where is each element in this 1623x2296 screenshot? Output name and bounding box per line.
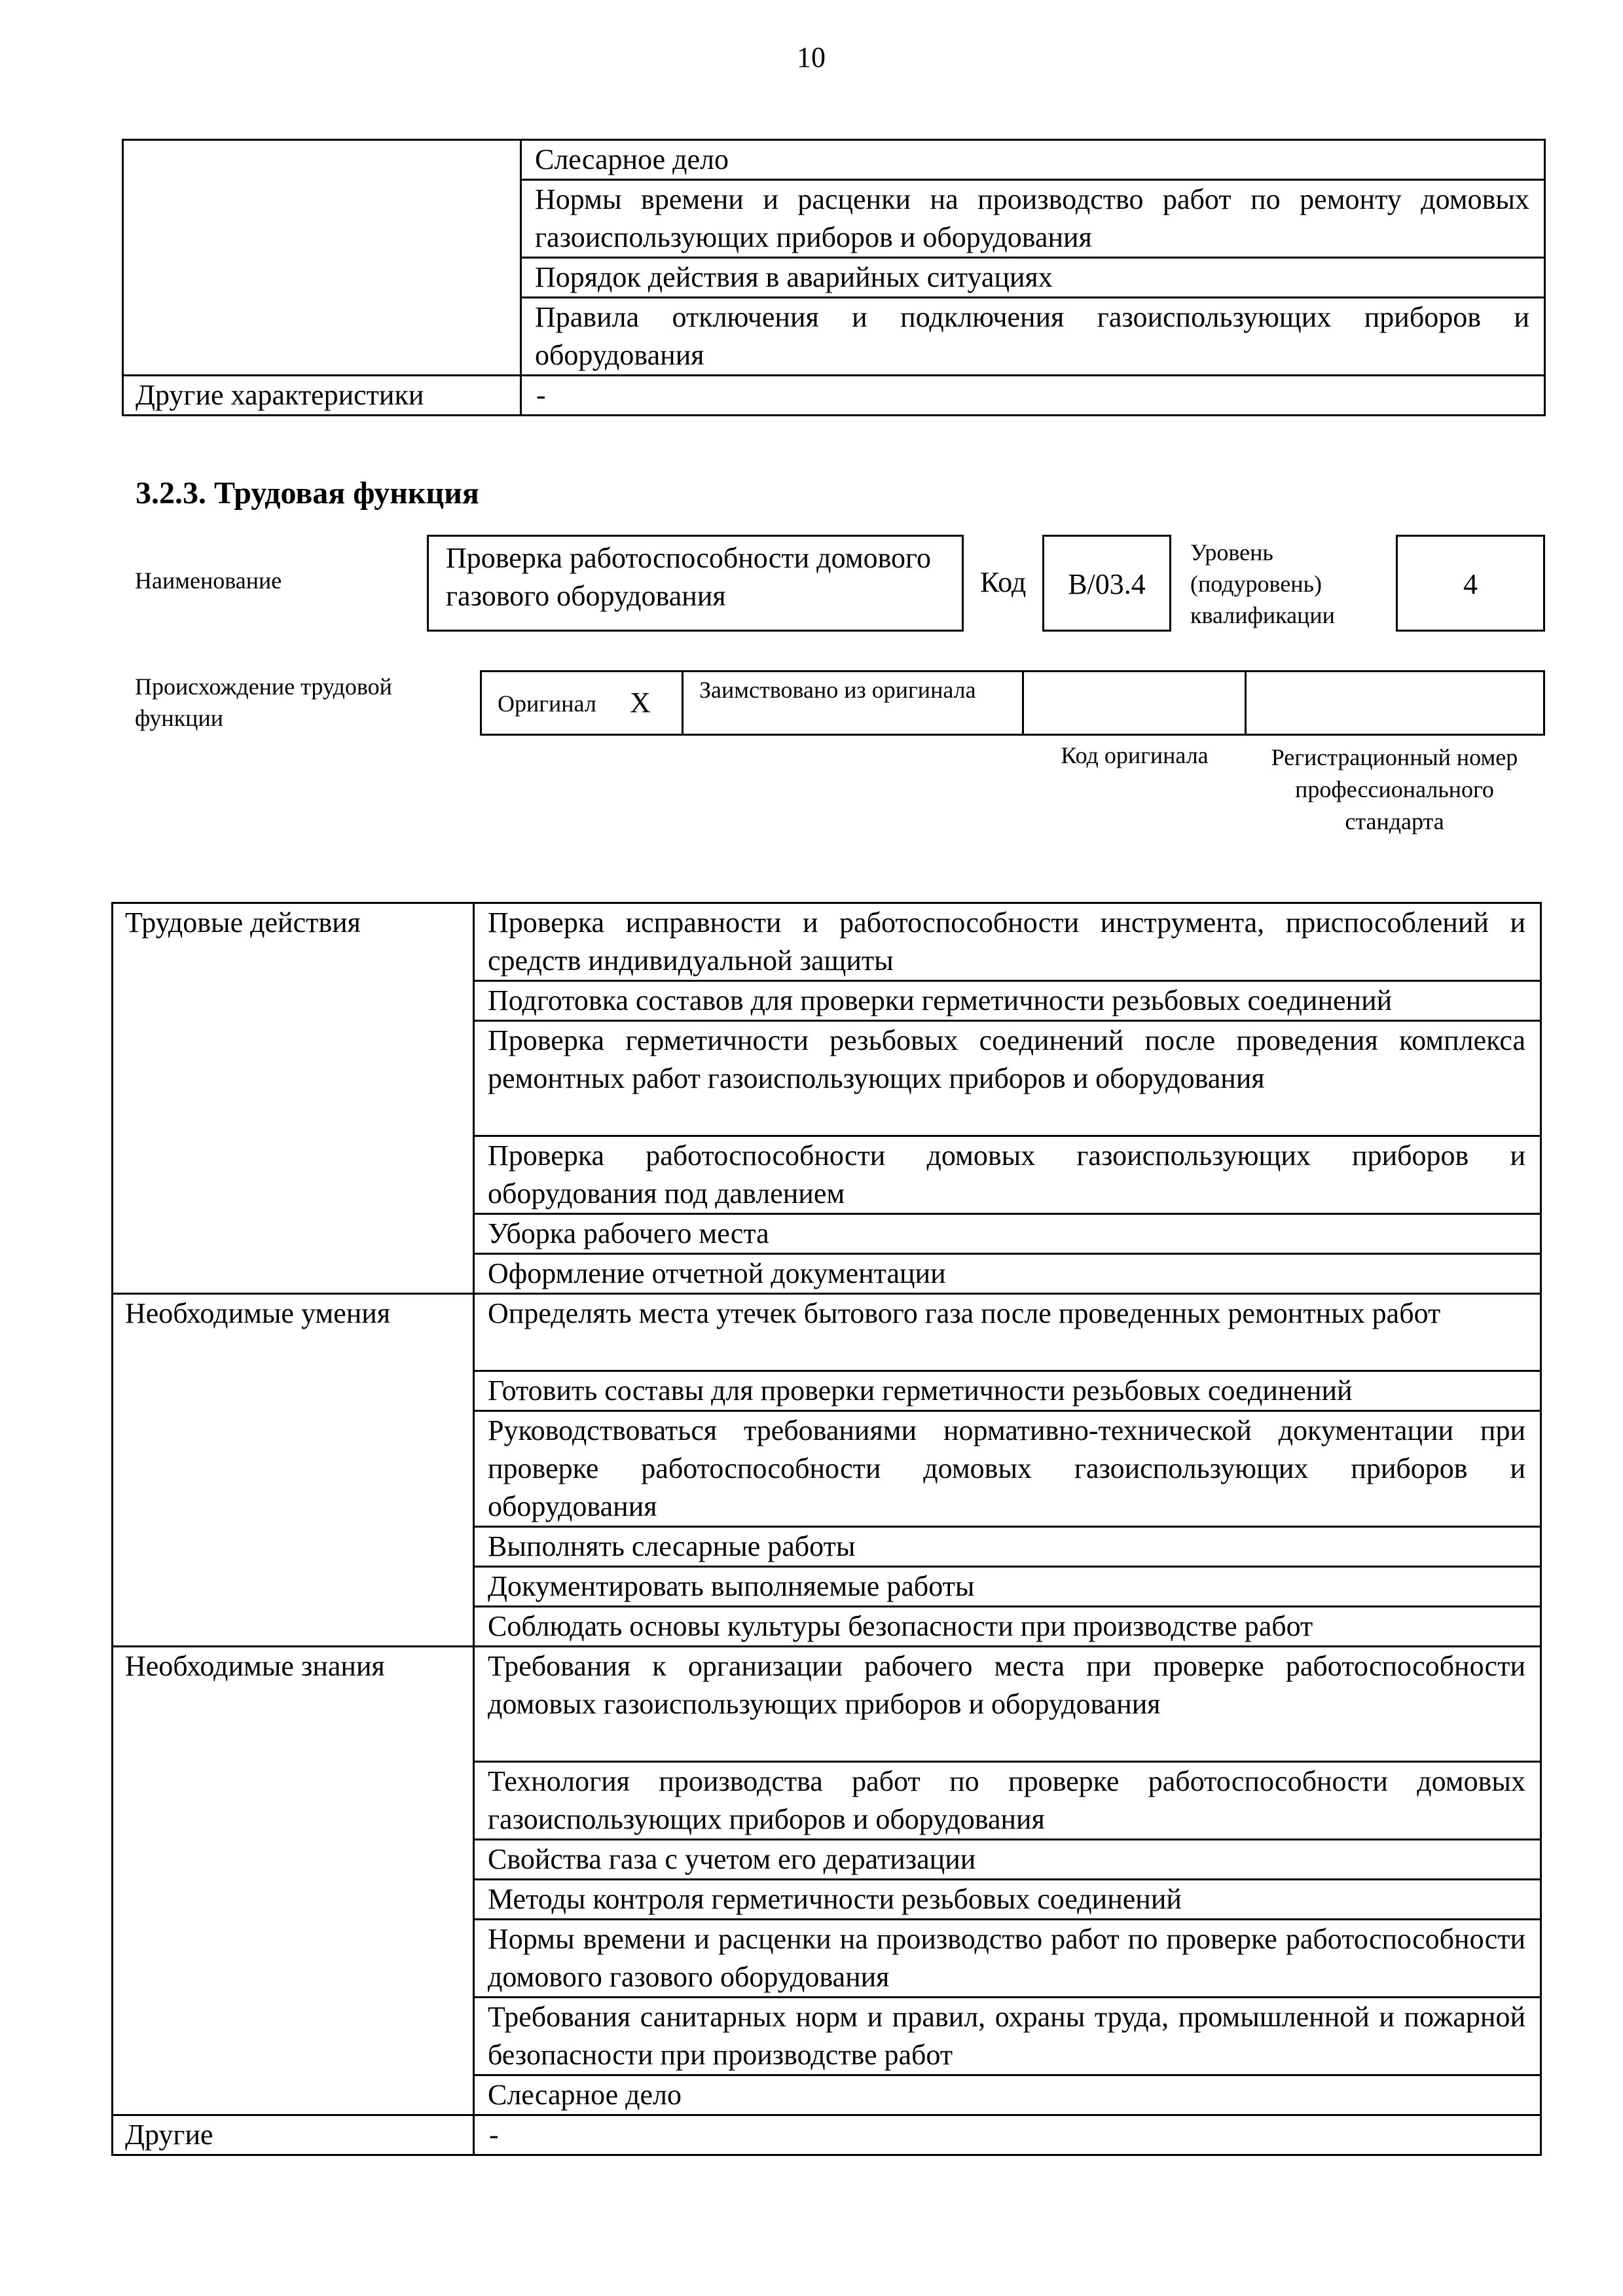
page-number: 10 <box>797 41 826 73</box>
knowledge-item: Технология производства работ по проверке работоспособности домовых газоиспользующих приборов и оборудования <box>474 1762 1541 1840</box>
section-title: 3.2.3. Трудовая функция <box>136 476 479 511</box>
knowledge-label-cell: Необходимые знания <box>113 1647 474 2115</box>
top-table-label-cell <box>123 140 521 376</box>
skills-label-cell: Необходимые умения <box>113 1294 474 1647</box>
top-table-row: Порядок действия в аварийных ситуациях <box>521 258 1545 298</box>
other-value-cell: - <box>474 2115 1541 2155</box>
skill-item: Выполнять слесарные работы <box>474 1527 1541 1567</box>
knowledge-item: Требования санитарных норм и правил, охраны труда, промышленной и пожарной безопасности при производстве работ <box>474 1998 1541 2075</box>
actions-label-cell: Трудовые действия <box>113 903 474 1294</box>
name-label: Наименование <box>135 567 282 594</box>
level-label: Уровень (подуровень) квалификации <box>1190 539 1335 628</box>
action-item: Проверка герметичности резьбовых соединений после проведения комплекса ремонтных работ газоиспользующих приборов и оборудования <box>474 1021 1541 1136</box>
top-table <box>122 139 1546 416</box>
knowledge-item: Нормы времени и расценки на производство работ по проверке работоспособности домового газового оборудования <box>474 1920 1541 1998</box>
code-original-caption: Код оригинала <box>1061 742 1209 768</box>
action-item: Проверка исправности и работоспособности инструмента, приспособлений и средств индивидуальной защиты <box>474 903 1541 981</box>
action-item: Оформление отчетной документации <box>474 1254 1541 1294</box>
action-item: Проверка работоспособности домовых газоиспользующих приборов и оборудования под давлением <box>474 1136 1541 1214</box>
knowledge-item: Методы контроля герметичности резьбовых соединений <box>474 1880 1541 1920</box>
original-label: Оригинал <box>498 691 596 717</box>
knowledge-item: Требования к организации рабочего места при проверке работоспособности домовых газоиспользующих приборов и оборудования <box>474 1647 1541 1762</box>
other-label-cell: Другие <box>113 2115 474 2155</box>
code-label: Код <box>980 566 1027 598</box>
action-item: Подготовка составов для проверки герметичности резьбовых соединений <box>474 981 1541 1021</box>
other-characteristics-label: Другие характеристики <box>123 376 521 416</box>
top-table-row: Слесарное дело <box>521 140 1545 180</box>
skill-item: Документировать выполняемые работы <box>474 1567 1541 1607</box>
skill-item: Руководствоваться требованиями нормативно-технической документации при проверке работоспособности домовых газоиспользующих приборов и оборудования <box>474 1411 1541 1527</box>
code-box: B/03.4 <box>1042 535 1171 632</box>
skill-item: Соблюдать основы культуры безопасности при производстве работ <box>474 1607 1541 1647</box>
other-characteristics-value: - <box>521 376 1545 416</box>
skill-item: Определять места утечек бытового газа после проведенных ремонтных работ <box>474 1294 1541 1371</box>
reg-number-box <box>1245 670 1545 736</box>
reg-number-caption: Регистрационный номер профессионального стандарта <box>1271 744 1518 834</box>
knowledge-item: Свойства газа с учетом его дератизации <box>474 1840 1541 1880</box>
original-mark: X <box>630 687 651 719</box>
borrowed-box: Заимствовано из оригинала <box>682 670 1024 736</box>
original-box <box>480 670 684 736</box>
origin-label: Происхождение трудовой функции <box>135 673 392 731</box>
function-name-box: Проверка работоспособности домового газового оборудования <box>427 535 964 632</box>
main-table <box>111 902 1542 2156</box>
knowledge-item: Слесарное дело <box>474 2075 1541 2115</box>
level-box: 4 <box>1396 535 1545 632</box>
skill-item: Готовить составы для проверки герметичности резьбовых соединений <box>474 1371 1541 1411</box>
top-table-row: Правила отключения и подключения газоиспользующих приборов и оборудования <box>521 298 1545 376</box>
code-original-box <box>1022 670 1247 736</box>
top-table-row: Нормы времени и расценки на производство работ по ремонту домовых газоиспользующих приборов и оборудования <box>521 180 1545 258</box>
action-item: Уборка рабочего места <box>474 1214 1541 1254</box>
